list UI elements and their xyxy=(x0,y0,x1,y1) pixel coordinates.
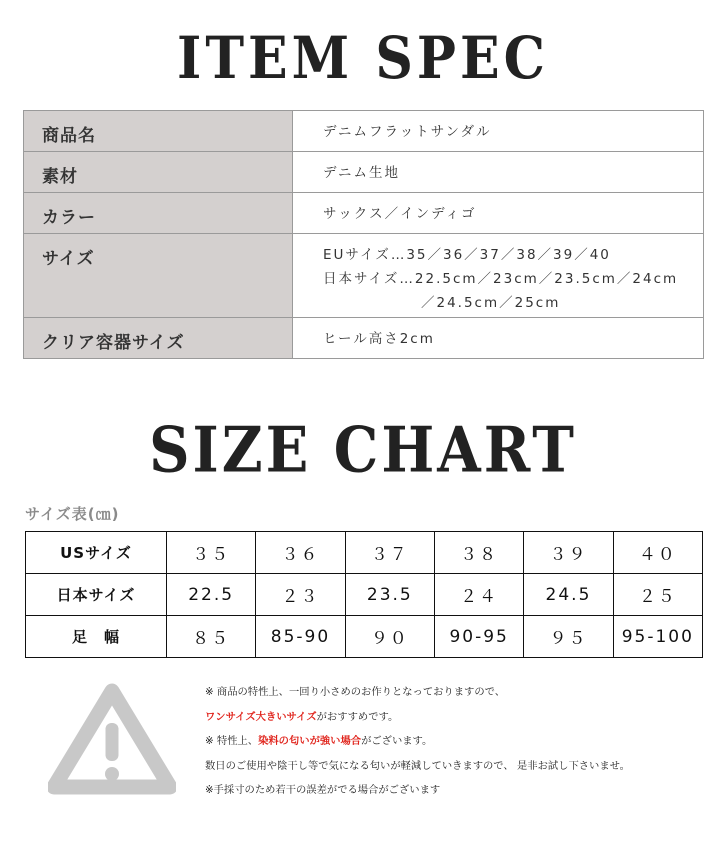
size-table xyxy=(25,531,703,658)
size-cell: 90-95 xyxy=(434,616,523,658)
spec-size-line-eu: EUサイズ…35／36／37／38／39／40 xyxy=(323,247,611,263)
spec-value: デニムフラットサンダル xyxy=(293,111,704,152)
note-highlight: ワンサイズ大きいサイズ xyxy=(205,710,317,723)
spec-row-material xyxy=(24,152,704,193)
spec-size-line-jp-cont: ／24.5cm／25cm xyxy=(421,295,561,311)
spec-label: クリア容器サイズ xyxy=(24,318,293,359)
size-cell: ２５ xyxy=(613,574,702,616)
note-text: ※ 特性上、 xyxy=(205,735,259,747)
spec-value xyxy=(293,234,704,318)
size-row-jp xyxy=(26,574,703,616)
spec-label: 商品名 xyxy=(24,111,293,152)
size-row-width xyxy=(26,616,703,658)
note-highlight: 染料の匂いが強い場合 xyxy=(258,735,362,747)
row-header: 日本サイズ xyxy=(26,574,167,616)
note-line: ※手採寸のため若干の誤差がでる場合がございます xyxy=(205,784,441,796)
spec-label: サイズ xyxy=(24,234,293,318)
size-chart-title: SIZE CHART xyxy=(149,413,577,487)
spec-value: ヒール高さ2cm xyxy=(293,318,704,359)
size-table-caption: サイズ表(㎝) xyxy=(25,505,120,523)
size-cell: ８５ xyxy=(167,616,256,658)
spec-row-product-name xyxy=(24,111,704,152)
size-cell: ４０ xyxy=(613,532,702,574)
size-cell: ３６ xyxy=(256,532,345,574)
size-cell: ３７ xyxy=(345,532,434,574)
size-cell: ３８ xyxy=(434,532,523,574)
spec-row-size xyxy=(24,234,704,318)
size-cell: ２４ xyxy=(434,574,523,616)
spec-row-heel xyxy=(24,318,704,359)
size-cell: ２３ xyxy=(256,574,345,616)
size-row-us xyxy=(26,532,703,574)
spec-row-color xyxy=(24,193,704,234)
spec-size-line-jp: 日本サイズ…22.5cm／23cm／23.5cm／24cm xyxy=(323,271,679,287)
spec-label: 素材 xyxy=(24,152,293,193)
caution-notes xyxy=(205,680,715,803)
spec-label: カラー xyxy=(24,193,293,234)
note-text: がございます。 xyxy=(361,735,433,747)
note-line xyxy=(205,705,715,730)
note-text: がおすすめです。 xyxy=(316,710,399,723)
note-line: ※ 商品の特性上、一回り小さめのお作りとなっておりますので、 xyxy=(205,686,506,698)
spec-value: デニム生地 xyxy=(293,152,704,193)
size-cell: ３９ xyxy=(524,532,613,574)
spec-value: サックス／インディゴ xyxy=(293,193,704,234)
warning-icon xyxy=(48,683,176,795)
size-cell: 24.5 xyxy=(524,574,613,616)
note-line: 数日のご使用や陰干し等で気になる匂いが軽減していきますので、 是非お試し下さいませ。 xyxy=(205,759,630,772)
size-cell: 22.5 xyxy=(167,574,256,616)
size-cell: ９０ xyxy=(345,616,434,658)
row-header: USサイズ xyxy=(26,532,167,574)
size-cell: ９５ xyxy=(524,616,613,658)
item-spec-table xyxy=(23,110,704,359)
size-cell: ３５ xyxy=(167,532,256,574)
note-line xyxy=(205,729,715,754)
size-cell: 85-90 xyxy=(256,616,345,658)
item-spec-title: ITEM SPEC xyxy=(177,24,549,93)
row-header: 足 幅 xyxy=(26,616,167,658)
size-cell: 23.5 xyxy=(345,574,434,616)
size-cell: 95-100 xyxy=(613,616,702,658)
